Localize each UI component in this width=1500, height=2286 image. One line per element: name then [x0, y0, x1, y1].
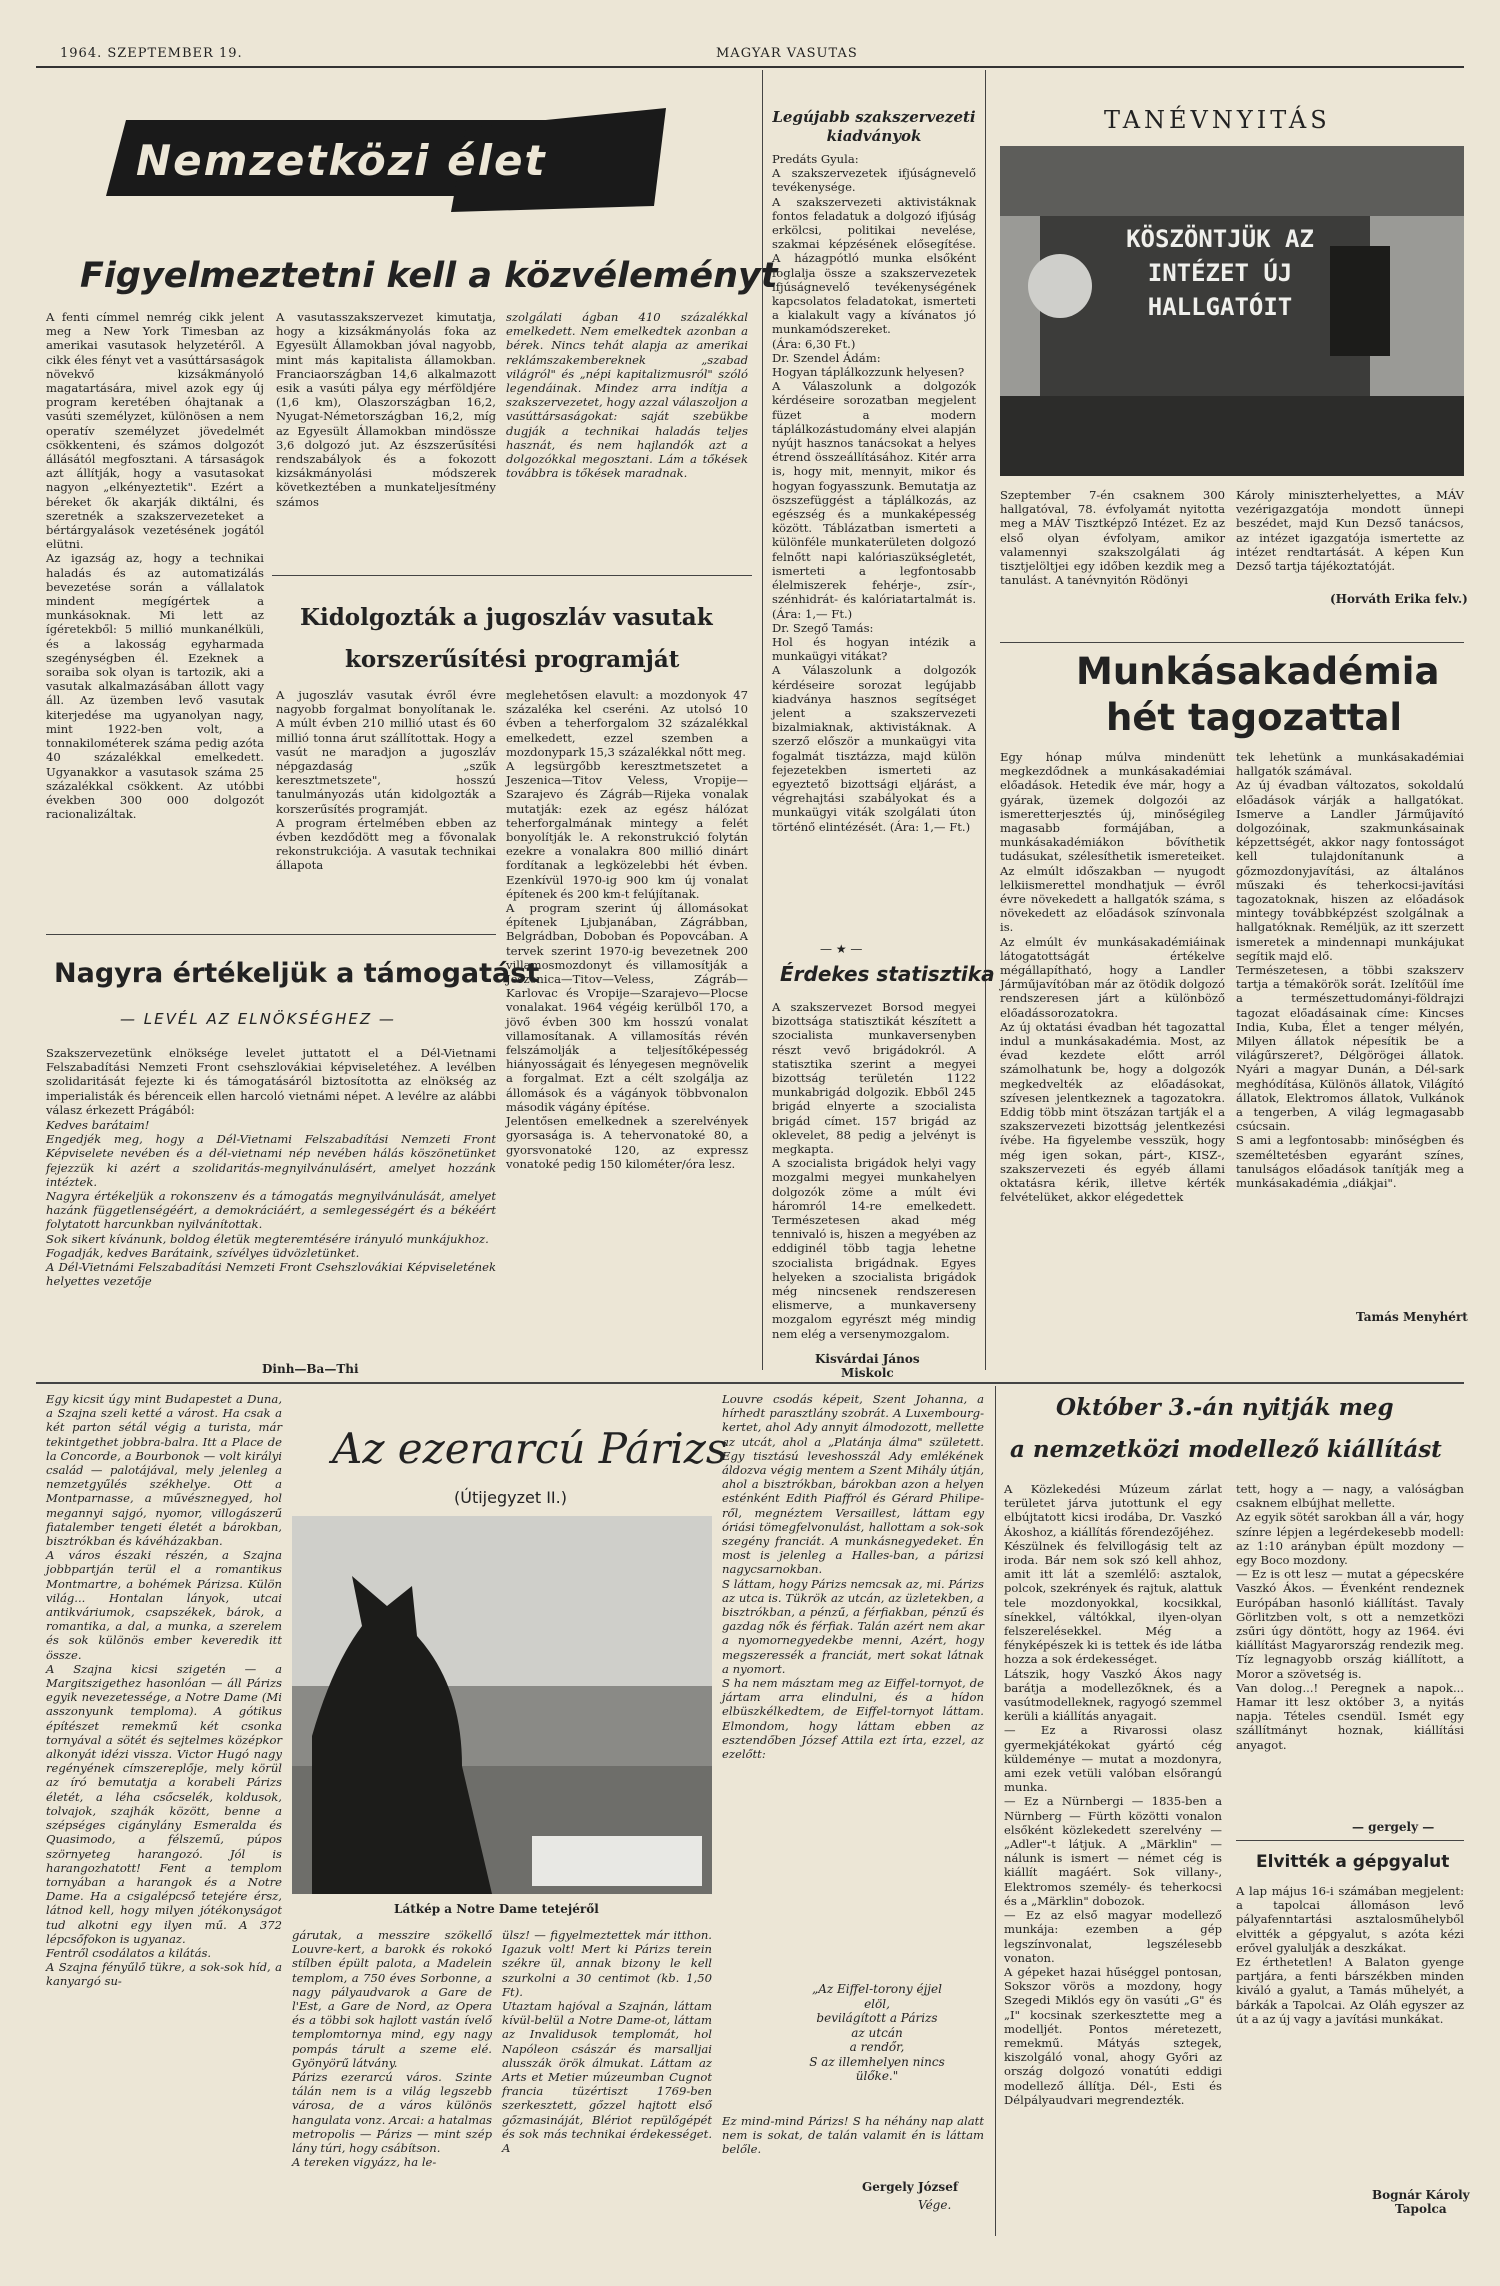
oktober-signature: — gergely — — [1352, 1820, 1435, 1834]
parizs-col3: ülsz! — figyelmeztettek már itthon. Igazuk volt! Mert ki Párizs terein székre ül, annak bizony le kell szurkolni a 30 centimot (kb. 1,50 Ft). Utaztam hajóval a Szajnán, láttam kívül-belül a Notre Dame-ot, láttam az Invalidusok templomát, hol Napóleon császár és marsalljai alusszák örök álmukat. Láttam az Arts et Metier múzeumban Cugnot francia tüzértiszt 1769-ben szerkesztett, gőzzel hajtott első gőzmasináját, Blériot repülőgépét és sok más technikai érdekességet. A — [502, 1928, 712, 2156]
nagyra-intro: Szakszervezetünk elnöksége levelet juttatott el a Dél-Vietnami Felszabadítási Nemzeti Front csehszlovákiai képviseletéhez. A levélben szolidaritását fejezte ki és támogatásáról biztosította az elnökség az imperialisták és bérenceik ellen harcoló vietnámi népet. A levélre az alábbi válasz érkezett Prágából: — [46, 1046, 496, 1117]
parizs-subtitle: (Útijegyzet II.) — [454, 1488, 567, 1507]
gepgyalut-signature: Bognár Károly Tapolca — [1372, 2188, 1470, 2216]
column-rule — [985, 70, 986, 1370]
section-rule — [1236, 1840, 1464, 1841]
parizs-photo-graphic — [292, 1516, 712, 1894]
parizs-caption: Látkép a Notre Dame tetejéről — [394, 1902, 599, 1916]
page-header — [36, 36, 1464, 68]
parizs-photo — [292, 1516, 712, 1894]
nagyra-subtitle: — LEVÉL AZ ELNÖKSÉGHEZ — — [120, 1010, 396, 1028]
tanevnyitas-title: TANÉVNYITÁS — [1104, 106, 1331, 134]
nagyra-letter: Kedves barátaim! Engedjék meg, hogy a Dél-Vietnami Felszabadítási Nemzeti Front Képviselete nevében és a dél-vietnami nép nevében hálás köszönetünket fejezzük ki azért a szolidaritás-megnyilvánulásért, amelyet hozzánk intéztek. Nagyra értékeljük a rokonszenv és a támogatás megnyilvánulását, amelyet hazánk függetlenségéért, a demokráciáért, a semlegességért és a békéért folytatott harcunkban nyilvánítottak. Sok sikert kívánunk, boldog életük megteremtésére irányuló munkájukhoz. Fogadják, kedves Barátaink, szívélyes üdvözletünket. A Dél-Vietnámi Felszabadítási Nemzeti Front Csehszlovákiai Képviseletének helyettes vezetője — [46, 1118, 496, 1289]
oktober-col2: tett, hogy a — nagy, a valóságban csaknem elbújhat mellette. Az egyik sötét sarokban áll a vár, hogy színre lépjen a legérdekesebb modell: az 1:10 arányban épült mozdony — egy Boco mozdony. — Ez is ott lesz — mutat a gépecskére Vaszkó Ákos. — Évenként rendeznek Európában hasonló kiállítást. Tavaly Görlitzben volt, s ott a nemzetközi zsűri úgy döntött, hogy az 1964. évi kiállítást Magyarország rendezik meg. Tíz legnagyobb ország kiállított, a Moror a szövetség is. Van dolog...! Peregnek a napok... Hamar itt lesz október 3, a nyitás napja. Tételes csendül. Ismét egy szállítmányt hoznak, kiállítási anyagot. — [1236, 1482, 1464, 1752]
nemzetkozi-elet-logo-text: Nemzetközi élet — [136, 136, 547, 185]
erdekes-signature: Kisvárdai János Miskolc — [815, 1352, 920, 1380]
section-rule — [1000, 642, 1464, 643]
parizs-col2: gárutak, a messzire szökellő Louvre-kert, a barokk és rokokó stílben épült palota, a Madelein templom, a 750 éves Sorbonne, a nagy pályaudvarok a Gare de l'Est, a Gare de Nord, az Opera és a többi sok hajlott vastán ívelő templomtornya mind, egy nagy pompás tárult a szeme elé. Gyönyörű látvány. Párizs ezerarcú város. Szinte tálán nem is a világ legszebb városa, de a város különös hangulata vonz. Arcai: a hatalmas metropolis — Párizs — mint szép lány túri, hogy csábítson. A tereken vigyázz, ha le- — [292, 1928, 492, 2170]
parizs-col4b: Ez mind-mind Párizs! S ha néhány nap alatt nem is sokat, de talán valamit én is láttam belőle. — [722, 2114, 984, 2157]
section-rule — [46, 934, 496, 935]
parizs-title: Az ezerarcú Párizs — [332, 1424, 728, 1473]
figyelmeztetni-col3: szolgálati ágban 410 százalékkal emelkedett. Nem emelkedtek azonban a bérek. Nincs tehát alapja az amerikai reklámszakembereknek „szabad világról" és „népi kapitalizmusról" szóló legendáinak. Mindez arra indítja a szakszervezetet, hogy azzal válaszoljon a vasúttársaságokat: saját szebükbe dugják a technikai haladás teljes hasznát, és nem hajlandók azt a dolgozókkal megosztani. Lám a tőkések továbbra is tőkések maradnak. — [506, 310, 748, 481]
section-rule — [36, 1382, 1464, 1384]
legujabb-body: Predáts Gyula: A szakszervezetek ifjúságnevelő tevékenysége. A szakszervezeti aktivistáknak fontos feladatuk a dolgozó ifjúság erkölcsi, politikai nevelése, szakmai képzésének elősegítése. A házagpótló munka elsőként foglalja össze a szakszervezetek ifjúságnevelő tevékenységének kapcsolatos feladatokat, ismerteti a kialakult vagy a kívánatos jó munkamódszereket. (Ára: 6,30 Ft.) Dr. Szendel Ádám: Hogyan táplálkozzunk helyesen? A Válaszolunk a dolgozók kérdéseire sorozatban megjelent füzet a modern táplálkozástudomány elvei alapján nyújt hasznos tanácsokat a helyes étrend összeállításához. Kitér arra is, hogy mit, mennyit, mikor és hogyan fogyasszunk. Bemutatja az öszszefüggést a táplálkozás, az egészség és a munkaképesség között. Táblázatban ismerteti a különféle munkaterületen dolgozó felnőtt napi kalóriaszükségletét, ismerteti a legfontosabb élelmiszerek fehérje-, zsír-, szénhidrát- és kalóriatartalmát is. (Ára: 1,— Ft.) Dr. Szegő Tamás: Hol és hogyan intézik a munkaügyi vitákat? A Válaszolunk a dolgozók kérdéseire sorozat legújabb kiadványa hasznos segítséget jelent a szakszervezeti bizalmiaknak, aktivistáknak. A szerző először a munkaügyi vita fogalmát tisztázza, majd külön fejezetekben ismerteti az egyeztető bizottsági eljárást, a végrehajtási szabályokat és a munkaügyi viták szolgálati úton történő elintézését. (Ára: 1,— Ft.) — [772, 152, 976, 834]
tanevnyitas-col2: Károly miniszterhelyettes, a MÁV vezérigazgatója mondott ünnepi beszédet, majd Kun Dezső tanácsos, az intézet igazgatója ismertette az intézet rendtartását. A képen Kun Dezső tartja tájékoztatóját. — [1236, 488, 1464, 574]
figyelmeztetni-col2: A vasutasszakszervezet kimutatja, hogy a kizsákmányolás foka az Egyesült Államokban jóval nagyobb, mint más kapitalista államokban. Franciaországban 14,6 alkalmazott esik a vasúti pálya egy mérföldjére (1,6 km), Olaszországban 16,2, Nyugat-Németországban 16,2, míg az Egyesült Államokban mindössze 3,6 dolgozó jut. Az észszerűsítési rendszabályok és a fokozott kizsákmányolási módszerek következtében a munkateljesítmény számos — [276, 310, 496, 509]
erdekes-body: A szakszervezet Borsod megyei bizottsága statisztikát készített a szocialista munkaversenyben részt vevő brigádokról. A statisztika szerint a megyei bizottság területén 1122 munkabrigád dolgozik. Ebből 245 brigád elnyerte a szocialista brigád címet. 157 brigád az oklevelet, 88 pedig a jelvényt is megkapta. A szocialista brigádok helyi vagy mozgalmi megyei munkahelyen dolgozók zöme a múlt évi háromról 14-re emelkedett. Természetesen akad még tennivaló is, hiszen a megyében az eddiginél több tagja lehetne szocialista brigádnak. Egyes helyeken a szocialista brigádok még nincsenek rendszeresen elismerve, a munkaverseny mozgalom egyrészt még mindig nem elég a versenymozgalom. — [772, 1000, 977, 1341]
header-paper-title: MAGYAR VASUTAS — [716, 46, 858, 61]
munkas-col2: tek lehetünk a munkásakadémiai hallgatók számával. Az új évadban változatos, sokoldalú előadások várják a hallgatókat. Ismerve a Landler Járműjavító dolgozóinak, szakmunkásainak képzettségét, akkor nagy fontosságot kell tulajdonítanunk a gőzmozdonyjavítási, az általános műszaki és teherkocsi-javítási tagozatoknak, hiszen az előadások mintegy továbbképzést szolgálnak a hallgatóknak. Reméljük, az itt szerzett ismeretek a mindennapi munkájukat segítik majd elő. Természetesen, a többi szakszerv tartja a témakörök sorát. Izelítőül íme a természettudományi-földrajzi tagozat előadásainak címe: Kincses India, Kuba, Élet a tenger mélyén, Milyen állatok népesítik be a világűrszeret?, Délgörögei állatok. Nyári a magyar Dunán, a Dél-sark meghódítása, Különös állatok, Világító állatok, Elektromos állatok, Vulkánok a tengerben, A világ legmagasabb csúcsain. S ami a legfontosabb: minőségben és személtetésben egyaránt színes, tanulságos előadások tanítják meg a munkásakadémia „diákjai". — [1236, 750, 1464, 1191]
erdekes-title: Érdekes statisztika — [780, 962, 995, 986]
figyelmeztetni-col1: A fenti címmel nemrég cikk jelent meg a New York Timesban az amerikai vasutasok helyzetéről. A cikk éles fényt vet a vasúttársaságok növekvő kizsákmányoló magatartására, mivel azok egy új program keretében óhajtanak a vasúti személyzet, különösen a nem operatív személyzet jövedelmét csökkenteni, és számos dolgozót állásától megfosztani. A társaságok azt állítják, hogy a vasutasokat nagyon „elkényeztetik". Ezért a béreket ők akarják diktálni, és szeretnék a szakszervezeteket a bértárgyalások vezetésének jogától elütni. Az igazság az, hogy a technikai haladás és az automatizálás bevezetése során a vállalatok mindent megígértek a munkásoknak. Mi lett az ígéretekből: 5 millió munkanélküli, és a lakosság egyharmada szegénységben él. Ezeknek a soraiba sok olyan is tartozik, aki a vasutak alkalmazásában állott vagy áll. Az üzemben levő vasutak kiterjedése ma ugyanolyan nagy, mint 1922-ben volt, a tonnakilométerek száma pedig azóta 40 százalékkal emelkedett. Ugyanakkor a vasutasok száma 25 százalékkal csökkent. Az utóbbi években 300 000 dolgozót racionalizáltak. — [46, 310, 264, 822]
parizs-col1: Egy kicsit úgy mint Budapestet a Duna, a Szajna szeli ketté a várost. Ha csak a két parton sétál végig a turista, már tekintgethet jobbra-balra. Itt a Place de la Concorde, a Bourbonok — volt királyi család — palotájával, mely jelenleg a nemzetgyűlés székhelye. Ott a Montparnasse, a művésznegyed, hol megannyi sajgó, nyomor, villogászerű fiatalember tengeti életét a bárokban, bisztrókban és kávéházakban. A város északi részén, a Szajna jobbpartján terül el a romantikus Montmartre, a bohémek Párizsa. Külön világ... Hontalan lányok, utcai antikváriumok, csapszékek, bárok, a romantika, a dal, a munka, a szerelem és sok különös ember keveredik itt össze. A Szajna kicsi szigetén — a Margitszigethez hasonlóan — áll Párizs egyik nevezetessége, a Notre Dame (Mi asszonyunk temploma). A gótikus építészet remekmű két csonka tornyával a sötét és sejtelmes középkor alkonyát idézi vissza. Victor Hugó nagy regényének címszereplője, mely körül az író bemutatja a korabeli Párizs életét, a léha csőcselék, koldusok, tolvajok, szajhák között, benne a szépséges cigánylány Esmeralda és Quasimodo, a félszemű, púpos szörnyeteg harangozó. Jól is harangozhatott! Fent a templom tornyában a harangok és a Notre Dame. Ha a csigalépcső tetejére érsz, látnod kell, hogy milyen jótékonyságot tud alkotni egy ilyen mű. A 372 lépcsőfokon is ugyanaz. Fentről csodálatos a kilátás. A Szajna fényűlő tükre, a sok-sok híd, a kanyargó su- — [46, 1392, 282, 1989]
jugoszlav-col1: A jugoszláv vasutak évről évre nagyobb forgalmat bonyolítanak le. A múlt évben 210 millió utast és 60 millió tonna árut szállítottak. Hogy a vasút ne maradjon a jugoszláv népgazdaság „szűk keresztmetszete", hosszú tanulmányozás után kidolgozták a korszerűsítés programját. A program értelmében ebben az évben kezdődött meg a fővonalak rekonstrukciója. A vasutak technikai állapota — [276, 688, 496, 873]
nagyra-signature: Dinh—Ba—Thi — [262, 1362, 359, 1376]
nagyra-title: Nagyra értékeljük a támogatást — [54, 958, 540, 989]
gepgyalut-body: A lap május 16-i számában megjelent: a tapolcai állomáson levő pályafenntartási asztalosműhelyből elvitték a gépgyalut, s azóta kézi erővel gyalulják a deszkákat. Ez érthetetlen! A Balaton gyenge partjára, a fenti bárszékben minden kiváló a gyalut, a Tamás műhelyét, a bárkák a Tapolcai. Az Oláh egyszer az út a az új vagy a javítási munkákat. — [1236, 1884, 1464, 2026]
jugoszlav-title-line1: Kidolgozták a jugoszláv vasutak — [300, 604, 713, 631]
nemzetkozi-elet-logo — [106, 106, 666, 214]
tanevnyitas-photo — [1000, 146, 1464, 476]
parizs-end: Vége. — [918, 2198, 952, 2212]
munkas-col1: Egy hónap múlva mindenütt megkezdődnek a munkásakadémiai előadások. Hetedik éve már, hogy a gyárak, üzemek dolgozói az ismeretterjesztés új, minőségileg magasabb formájában, a munkásakadémiákon bővíthetik tudásukat, szélesíthetik ismereteiket. Az elmúlt időszakban — nyugodt lelkiismerettel mondhatjuk — évről évre növekedett a hallgatók száma, s növekedett az előadások színvonala is. Az elmúlt év munkásakadémiáinak látogatottságát értékelve mégállapítható, hogy a Landler Járműjavítóban már az ötödik dolgozó rendszeresen járt a különböző előadássorozatokra. Az új oktatási évadban hét tagozattal indul a munkásakadémia. Most, az évad kezdete előtt arról számolhatunk be, hogy a dolgozók megkedvelték az előadásokat, szívesen jelentkeznek a tagozatokra. Eddig több mint ötszázan tartják el a szakszervezeti bizottság jelentkezési ívébe. Ha figyelembe vesszük, hogy még igen sokan, párt-, KISZ-, szakszervezeti és egyéb állami oktatásra kérik, illetve kérték felvételüket, akkor elégedettek — [1000, 750, 1225, 1205]
parizs-poem: „Az Eiffel-torony éjjel elöl, bevilágított a Párizs az utcán a rendőr, S az illemhelyen nincs ülőke." — [809, 1982, 945, 2083]
column-rule — [995, 1386, 996, 2236]
tanevnyitas-banner: KÖSZÖNTJÜK AZ INTÉZET ÚJ HALLGATÓIT — [1126, 225, 1314, 321]
header-date: 1964. SZEPTEMBER 19. — [60, 46, 243, 61]
oktober-title-line2: a nemzetközi modellező kiállítást — [1010, 1436, 1442, 1463]
munkas-signature: Tamás Menyhért — [1356, 1310, 1468, 1324]
munkas-title-line2: hét tagozattal — [1106, 696, 1403, 739]
munkas-title-line1: Munkásakadémia — [1076, 650, 1440, 693]
tanevnyitas-credit: (Horváth Erika felv.) — [1330, 592, 1468, 606]
oktober-title-line1: Október 3.-án nyitják meg — [1056, 1394, 1394, 1421]
figyelmeztetni-title: Figyelmeztetni kell a közvéleményt — [80, 256, 778, 296]
gepgyalut-title: Elvitték a gépgyalut — [1256, 1852, 1450, 1872]
section-rule — [272, 575, 752, 576]
legujabb-title: Legújabb szakszervezeti kiadványok — [772, 108, 976, 145]
parizs-signature: Gergely József — [862, 2180, 958, 2194]
oktober-col1: A Közlekedési Múzeum zárlat területet járva jutottunk el egy elbújtatott kicsi irodába, Dr. Vaszkó Ákoshoz, a kiállítás főrendezőjéhez. Készülnek és felvillogásig telt az iroda. Bár nem sok szó kell ahhoz, amit itt lát a szemlélő: asztalok, polcok, szekrények és rajtuk, alattuk tele mozdonyokkal, kocsikkal, sínekkel, váltókkal, ilyen-olyan felszerelésekkel. Még a fényképészek ki is tettek és ide látba hozza a sok érdekességet. Látszik, hogy Vaszkó Ákos nagy barátja a modellezőknek, és a vasútmodelleknek, ragyogó szemmel kerüli a kiállítás anyagait. — Ez a Rivarossi olasz gyermekjátékokat gyártó cég küldeménye — mutat a mozdonyra, ami ezek vetüli valóban elsőrangú munka. — Ez a Nürnbergi — 1835-ben a Nürnberg — Fürth közötti vonalon elsőként közlekedett szerelvény — „Adler"-t látjuk. A „Märklin" — nálunk is ismert — német cég is kiállít magáért. Sok villany-, Elektromos személy- és teherkocsi és a „Märklin" dobozok. — Ez az első magyar modellező munkája: ezemben a gép legszínvonalat, legszélesebb vonaton. A gépeket hazai hűséggel pontosan, Sokszor vörös a mozdony, hogy Szegedi Miklós egy ön vasúti „G" és „I" kocsinak szerkesztette meg a modelljét. Pontos méretezett, remekmű. Mátyás sztegek, kiszolgáló vonal, ahogy Győri az ország dolgozó vonatúti eddigi modellező állítja. Dél-, Esti és Délpályaudvari megrendezték. — [1004, 1482, 1222, 2107]
tanevnyitas-col1: Szeptember 7-én csaknem 300 hallgatóval, 78. évfolyamát nyitotta meg a MÁV Tisztképző Intézet. Ez az első olyan évfolyam, amikor valamennyi szakszolgálati ág tisztjelöltjei egy időben kezdik meg a tanulást. A tanévnyitón Rödönyi — [1000, 488, 1225, 588]
parizs-col4: Louvre csodás képeit, Szent Johanna, a hírhedt parasztlány szobrát. A Luxembourg-kertet, ahol Ady annyit álmodozott, mellette az utcát, ahol a „Platánja álma" született. Egy tisztású leveshosszál Ady emlékének áldozva végig mentem a Szent Mihály útján, ahol a bisztrókban, bárokban azon a helyen esténként Edith Piaffról és Gérard Philipe-ről, megnéztem Versaillest, láttam egy óriási tömegfelvonulást, hallottam a sok-sok szegény franciát. A munkásnegyedeket. Én most is jelenleg a Halles-ban, a párizsi nagycsarnokban. S láttam, hogy Párizs nemcsak az, mi. Párizs az utca is. Tükrök az utcán, az üzletekben, a bisztrókban, a pénzű, a férfiakban, pénzű és gazdag nők és férfiak. Talán azért nem akar a nyomornegyedekbe menni, Azért, hogy megszeressék a franciát, mert sokat látnak a nyomort. S ha nem másztam meg az Eiffel-tornyot, de jártam arra elindulni, és a hídon elbüszkélkedtem, de Eiffel-tornyot láttam. Elmondom, hogy láttam ebben az esztendőben József Attila ezt írta, ezzel, az ezelőtt: — [722, 1392, 984, 1762]
jugoszlav-col2: meglehetősen elavult: a mozdonyok 47 százaléka kel cseréni. Az utolsó 10 évben a teherforgalom 32 százalékkal emelkedett, ezzel szemben a mozdonypark 15,3 százalékkal nőtt meg. A legsürgőbb keresztmetszetet a Jeszenica—Titov Veless, Vropije—Szarajevo és Zágráb—Rijeka vonalak mutatják: ezek az egész hálózat teherforgalmának mintegy a felét bonyolítják le. A rekonstrukció folytán ezekre a vonalakra 800 millió dinárt fordítanak a legközelebbi hét évben. Ezenkívül 1970-ig 900 km új vonalat építenek és 200 km-t felújítanak. A program szerint új állomásokat építenek Ljubjanában, Zágrábban, Belgrádban, Doboban és Popovcában. A tervek szerint 1970-ig bevezetnek 200 villamosmozdonyt és villamosítják a Jeszenica—Titov—Veless, Zágráb—Karlovac és Vropije—Szarajevo—Plocse vonalakat. 1964 végéig kerülből 170, a jövő évben 300 km hosszú vonalat villamosítanak. A villamosítás révén felszámolják a teljesítőképesség hiányosságait és lényegesen megnövelik a forgalmat. Ezt a célt szolgálja az állomások és a vágányok többvonalon második vágány építése. Jelentősen emelkednek a szerelvények gyorsasága is. A tehervonatoké 80, a gyorsvonatoké 120, az expressz vonatoké pedig 150 kilométer/óra lesz. — [506, 688, 748, 1171]
jugoszlav-title-line2: korszerűsítési programját — [345, 646, 680, 673]
divider-star: — ★ — — [820, 942, 863, 956]
